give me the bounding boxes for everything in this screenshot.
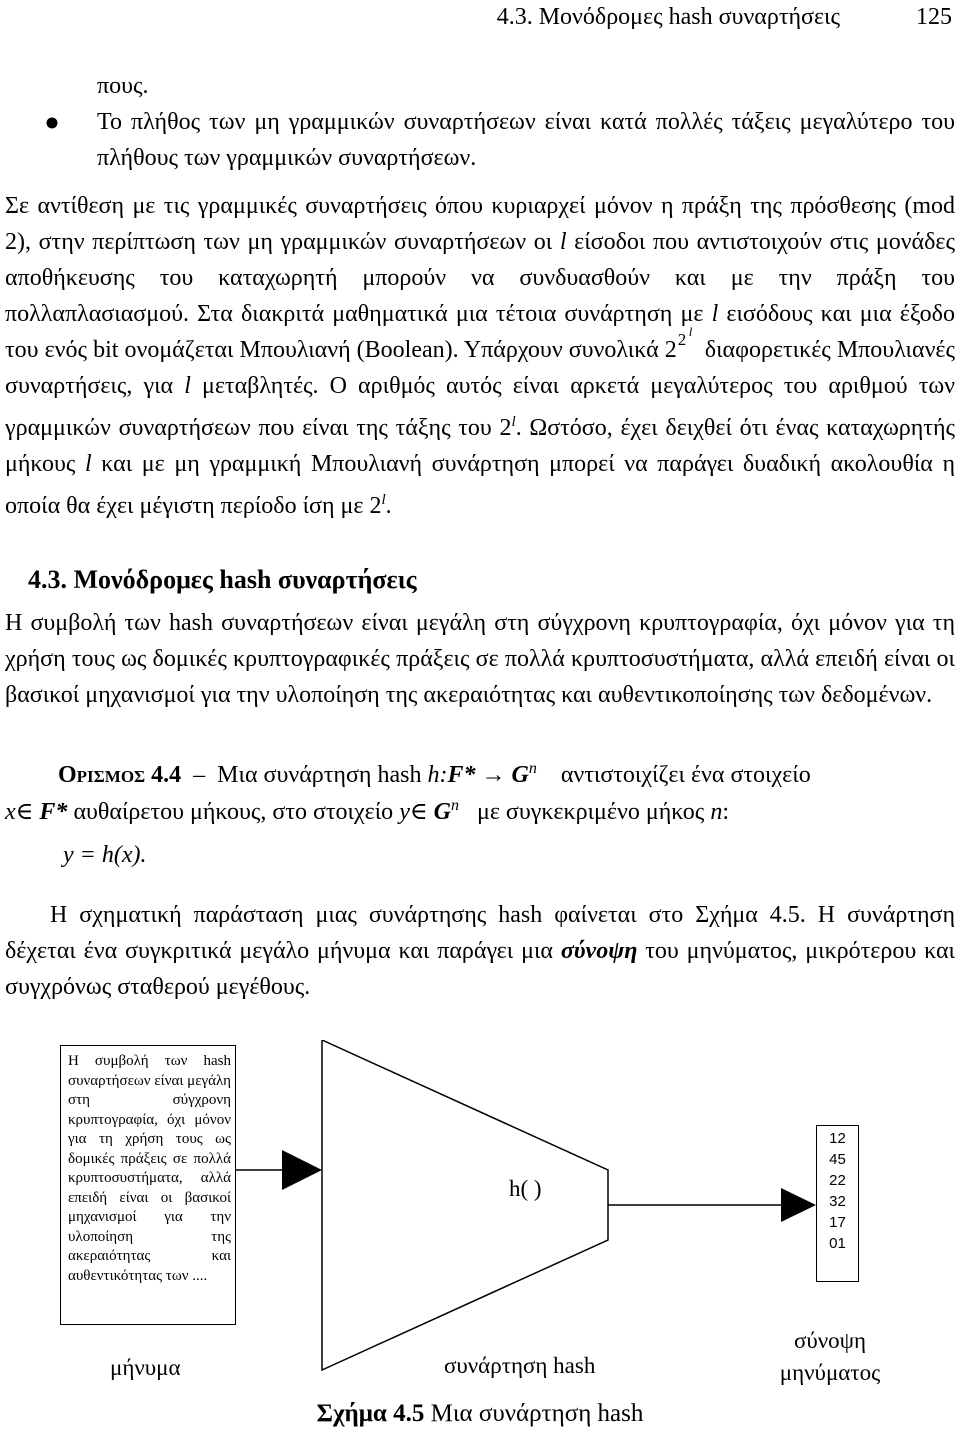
- definition-label: Ορισμος 4.4: [58, 762, 182, 788]
- bullet-dot: [45, 104, 85, 151]
- emphasis-digest: σύνοψη: [560, 938, 638, 964]
- output-arrowhead-icon: [781, 1188, 816, 1222]
- digest-value: 22: [829, 1172, 846, 1189]
- input-arrowhead-icon: [282, 1150, 322, 1190]
- section-heading: 4.3. Μονόδρομες hash συναρτήσεις: [28, 565, 417, 594]
- figure-caption: Σχήμα 4.5 Μια συνάρτηση hash: [316, 1400, 644, 1427]
- digest-value: 17: [829, 1214, 846, 1231]
- power-expression: 2 2 l: [664, 324, 693, 363]
- bullet-icon: [45, 104, 59, 140]
- hash-equation: y = h(x).: [63, 842, 147, 868]
- continuation-text: πους.: [97, 73, 149, 99]
- definition-line1: Ορισμος 4.4 – Μια συνάρτηση hash h:F* → $G^n$ αντιστοιχίζει ένα στοιχείο: [58, 760, 811, 788]
- page-number: 125: [916, 4, 952, 30]
- message-box: Η συμβολή των hash συναρτήσεων είναι μεγάλη στη σύγχρονη κρυπτογραφία, όχι μόνον για τη χρήση τους ως δομικές πράξεις σε πολλά κρυπτοσυστήματα, αλλά επειδή είναι οι βασικοί μηχανισμοί για την υλοποίηση της ακεραιότητας και αυθεντικότητας των ....: [60, 1045, 236, 1325]
- function-label: h( ): [509, 1176, 542, 1201]
- section-paragraph: Η συμβολή των hash συναρτήσεων είναι μεγάλη στη σύγχρονη κρυπτογραφία, όχι μόνον για τη χρήση τους ως δομικές κρυπτογραφικές πράξεις σε πολλά κρυπτοσυστήματα, αλλά επειδή είναι οι βασικοί μηχανισμοί για την υλοποίηση της ακεραιότητας και αυθεντικοποίησης των δεδομένων.: [5, 610, 955, 708]
- paragraph-schematic: Η σχηματική παράσταση μιας συνάρτησης hash φαίνεται στο Σχήμα 4.5. Η συνάρτηση δέχεται ένα συγκριτικά μεγάλο μήνυμα και παράγει μια σύνοψη του μηνύματος, μικρότερου και συγχρόνως σταθερού μεγέθους.: [5, 902, 955, 1000]
- digest-value: 32: [829, 1193, 846, 1210]
- digest-box: [816, 1125, 859, 1282]
- paragraph-boolean: Σε αντίθεση με τις γραμμικές συναρτήσεις όπου κυριαρχεί μόνον η πράξη της πρόσθεσης (mod 2), στην περίπτωση των μη γραμμικών συναρτήσεων οι l είσοδοι που αντιστοιχούν στις μονάδες αποθήκευσης του καταχωρητή μπορούν να συνδυασθούν και με την πράξη του πολλαπλασιασμού. Στα διακριτά μαθηματικά μια τέτοια συνάρτηση με l εισόδους και μια έξοδο του ενός bit ονομάζεται Μπουλιανή (Boolean). Υπάρχουν συνολικά 2 2 l διαφορετικές Μπουλιανές συναρτήσεις, για l μεταβλητές. Ο αριθμός αυτός είναι αρκετά μεγαλύτερος του αριθμού των γραμμικών συναρτήσεων που είναι της τάξης του 2$^l$. Ωστόσο, έχει δειχθεί ότι ένας καταχωρητής μήκους l και με μη γραμμική Μπουλιανή συνάρτηση μπορεί να παράγει δυαδική ακολουθία η οποία θα έχει μέγιστη περίοδο ίση με 2$^l$.: [5, 193, 956, 519]
- definition-line2: x∈ F* αυθαίρετου μήκους, στο στοιχείο y∈ $G^n$ με συγκεκριμένο μήκος n:: [5, 797, 729, 825]
- running-section-title: 4.3. Μονόδρομες hash συναρτήσεις: [496, 4, 840, 30]
- digest-value: 01: [829, 1235, 846, 1252]
- label-digest: σύνοψη μηνύματος: [779, 1328, 881, 1385]
- page-header: [0, 4, 960, 34]
- hash-function-funnel: [322, 1040, 608, 1370]
- label-hash-function: συνάρτηση hash: [444, 1353, 596, 1378]
- label-message: μήνυμα: [110, 1355, 181, 1380]
- bullet-text: Το πλήθος των μη γραμμικών συναρτήσεων είναι κατά πολλές τάξεις μεγαλύτερο του πλήθους των γραμμικών συναρτήσεων.: [97, 109, 955, 171]
- digest-value: 45: [829, 1151, 846, 1168]
- digest-value: 12: [829, 1130, 846, 1147]
